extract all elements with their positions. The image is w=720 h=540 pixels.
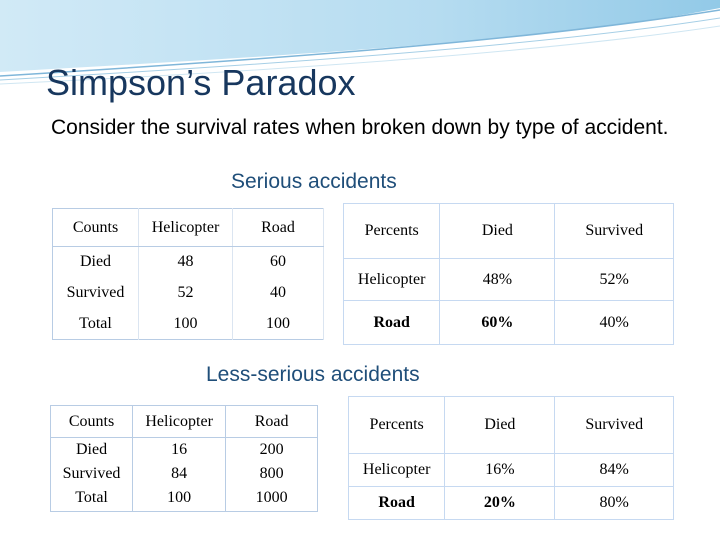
intro-text: Consider the survival rates when broken down by type of accident. (51, 116, 669, 139)
row-label: Total (53, 309, 139, 340)
row-label: Survived (53, 278, 139, 309)
cell-value: 52 (139, 278, 233, 309)
cell-value: 84 (133, 462, 226, 486)
header-road: Road (233, 209, 324, 247)
less-serious-accidents-title: Less-serious accidents (206, 363, 420, 386)
header-died: Died (445, 397, 555, 454)
cell-value: 16 (133, 438, 226, 463)
cell-value: 40% (555, 301, 674, 345)
cell-value: 1000 (255, 489, 288, 507)
cell-value: 60 (233, 247, 324, 278)
row-label: Survived (62, 465, 121, 482)
cell-value: 84% (555, 454, 674, 487)
row-label: Total (75, 489, 108, 507)
cell-value: 200 (259, 441, 284, 458)
header-died: Died (440, 204, 555, 259)
header-road: Road (226, 406, 318, 438)
header-percents: Percents (344, 204, 440, 259)
slide-title: Simpson’s Paradox (46, 62, 356, 103)
header-counts: Counts (53, 209, 139, 247)
serious-accidents-title: Serious accidents (231, 170, 397, 193)
row-label-helicopter: Helicopter (344, 259, 440, 301)
less-serious-counts-table (50, 405, 318, 512)
cell-value: 20% (445, 487, 555, 520)
row-label-helicopter: Helicopter (349, 454, 445, 487)
cell-value: 60% (440, 301, 555, 345)
cell-value: 48 (139, 247, 233, 278)
cell-value: 100 (133, 486, 226, 511)
cell-value: 40 (233, 278, 324, 309)
header-helicopter: Helicopter (133, 406, 226, 438)
less-serious-percents-table (348, 396, 674, 520)
header-survived: Survived (555, 204, 674, 259)
cell-value: 100 (139, 309, 233, 340)
serious-counts-table (52, 208, 324, 340)
header-percents: Percents (349, 397, 445, 454)
header-counts: Counts (51, 406, 133, 438)
cell-value: 100 (233, 309, 324, 340)
row-label-road: Road (344, 301, 440, 345)
cell-value: 48% (440, 259, 555, 301)
serious-percents-table (343, 203, 674, 345)
row-label: Died (53, 247, 139, 278)
header-helicopter: Helicopter (139, 209, 233, 247)
cell-value: 16% (445, 454, 555, 487)
cell-value: 80% (555, 487, 674, 520)
row-label-road: Road (349, 487, 445, 520)
row-label: Died (76, 441, 108, 458)
header-survived: Survived (555, 397, 674, 454)
cell-value: 800 (259, 465, 284, 482)
cell-value: 52% (555, 259, 674, 301)
